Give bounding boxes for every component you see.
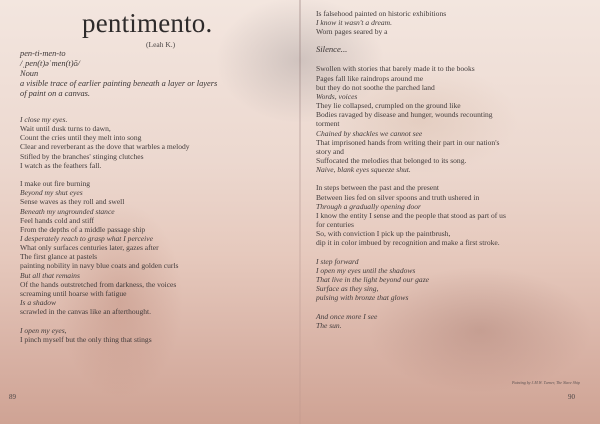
silence-line: Silence...	[316, 44, 348, 55]
poem-line: Chained by shackles we cannot see	[316, 128, 423, 138]
poem-line: Worn pages seared by a	[316, 27, 388, 37]
definition-block	[20, 49, 290, 99]
poem-line: I close my eyes.	[20, 115, 68, 124]
right-poem-top	[316, 9, 592, 36]
poem-line: What only surfaces centuries later, gazes after	[20, 243, 159, 253]
page-number-left: 89	[9, 393, 16, 401]
poem-title: pentimento.	[82, 8, 213, 38]
stanza-break	[20, 316, 294, 325]
poem-line: Sense waves as they roll and swell	[20, 197, 125, 207]
poem-line: I pinch myself but the only thing that stings	[20, 334, 152, 344]
poem-line: Between lies fed on silver spoons and truth ushered in	[316, 192, 480, 202]
poem-author: (Leah K.)	[146, 40, 176, 49]
poem-line: The first glance at pastels	[20, 252, 98, 262]
poem-line: scrawled in the canvas like an afterthought.	[20, 307, 151, 317]
poem-line: And once more I see	[316, 311, 378, 321]
poem-line: Beneath my ungrounded stance	[20, 206, 115, 216]
stanza-break	[20, 170, 294, 179]
poem-line: Swollen with stories that barely made it to the books	[316, 64, 475, 74]
left-poem	[20, 115, 294, 344]
poem-line: I open my eyes until the shadows	[316, 265, 416, 275]
poem-line: I open my eyes,	[20, 325, 67, 335]
definition-pronunciation: /ˌpen(t)əˈmen(t)ō/	[20, 59, 80, 69]
poem-line: but they do not soothe the parched land	[316, 82, 435, 92]
poem-line: Is a shadow	[20, 298, 57, 308]
poem-line: Stifled by the branches' stinging clutches	[20, 151, 144, 161]
right-page	[300, 0, 600, 424]
definition-text-line: a visible trace of earlier painting beneath a layer or layers	[20, 79, 218, 89]
definition-text-line: of paint on a canvas.	[20, 89, 91, 99]
definition-part-of-speech: Noun	[20, 69, 39, 79]
poem-line: That live in the light beyond our gaze	[316, 275, 429, 285]
poem-line: Clear and reverberant as the dove that warbles a melody	[20, 142, 190, 152]
poem-line: So, with conviction I pick up the paintbrush,	[316, 229, 451, 239]
poem-line: Beyond my shut eyes	[20, 188, 83, 198]
poem-line: That imprisoned hands from writing their part in our nation's	[316, 137, 500, 147]
poem-line: I know it wasn't a dream.	[316, 18, 392, 28]
poem-line: Wait until dusk turns to dawn,	[20, 124, 111, 134]
poem-line: I know the entity I sense and the people that stood as part of us	[316, 210, 506, 220]
poem-line: Feel hands cold and stiff	[20, 215, 95, 225]
poem-line: Is falsehood painted on historic exhibitions	[316, 9, 447, 18]
poem-line: torment	[316, 119, 340, 129]
stanza-break	[316, 174, 592, 183]
poem-line: for centuries	[316, 220, 354, 230]
definition-syllables: pen-ti-men-to	[20, 49, 66, 58]
right-poem	[316, 9, 592, 330]
stanza-break	[316, 303, 592, 312]
poem-line: I make out fire burning	[20, 179, 90, 189]
stanza-break	[316, 248, 592, 257]
poem-line: But all that remains	[20, 270, 80, 280]
poem-line: Pages fall like raindrops around me	[316, 73, 424, 83]
poem-line: painting nobility in navy blue coats and golden curls	[20, 261, 179, 271]
poem-line: From the depths of a middle passage ship	[20, 224, 146, 234]
poem-line: Surface as they sing,	[316, 284, 379, 294]
right-poem-body	[316, 64, 592, 329]
painting-credit: Painting by J.M.W. Turner, The Slave Ship	[512, 380, 580, 385]
poem-line: Naive, blank eyes squeeze shut.	[316, 165, 411, 175]
poem-line: The sun.	[316, 320, 342, 330]
poem-line: pulsing with bronze that glows	[316, 293, 409, 303]
poem-line: story and	[316, 146, 344, 156]
poem-line: In steps between the past and the present	[316, 183, 440, 193]
poem-line: screaming until hoarse with fatigue	[20, 288, 127, 298]
poem-line: Suffocated the melodies that belonged to its song.	[316, 156, 467, 166]
poem-line: Bodies ravaged by disease and hunger, wounds recounting	[316, 110, 493, 120]
poem-line: Count the cries until they melt into song	[20, 133, 142, 143]
poem-line: dip it in color imbued by recognition and make a first stroke.	[316, 238, 500, 248]
poem-line: Words, voices	[316, 91, 358, 101]
poem-line: Of the hands outstretched from darkness, the voices	[20, 279, 177, 289]
poem-line: I desperately reach to grasp what I perceive	[20, 234, 153, 244]
page-number-right: 90	[568, 393, 575, 401]
poem-line: They lie collapsed, crumpled on the ground like	[316, 101, 461, 111]
poem-line: Through a gradually opening door	[316, 201, 421, 211]
poem-line: I watch as the feathers fall.	[20, 160, 102, 170]
poem-line: I step forward	[316, 256, 359, 266]
